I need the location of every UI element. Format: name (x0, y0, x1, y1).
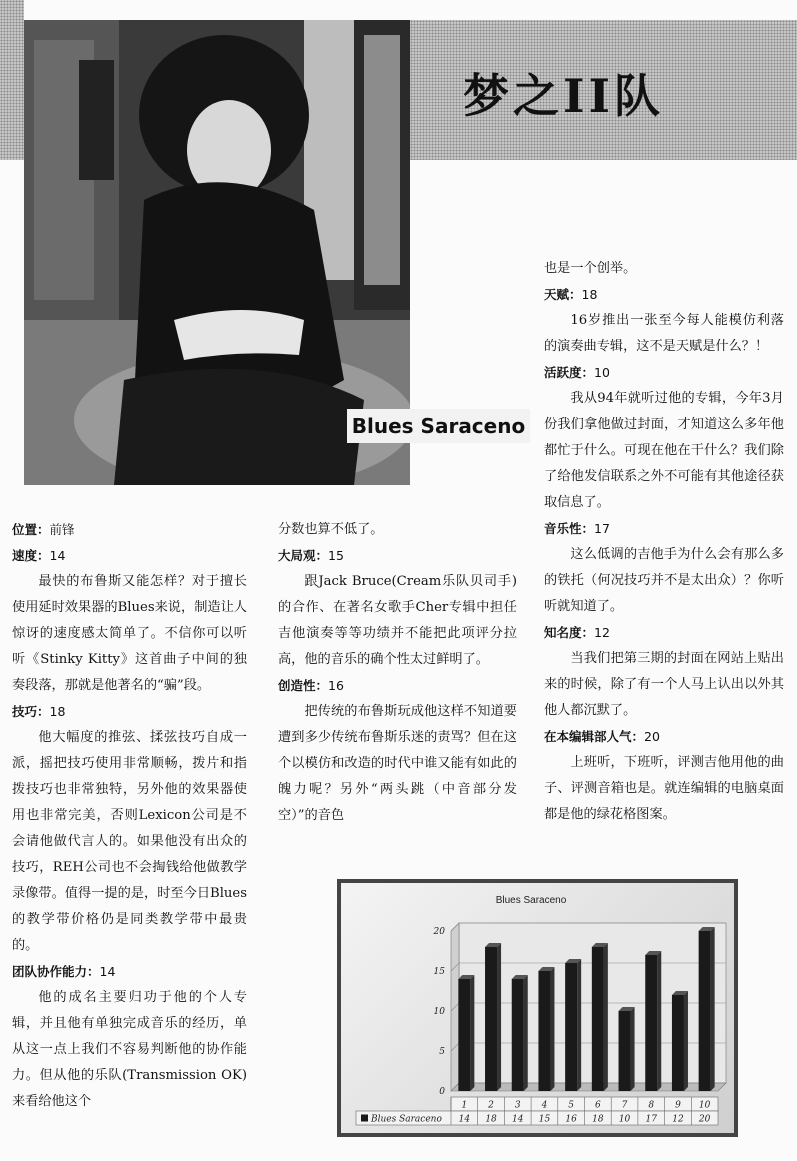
stat-label: 团队协作能力： (12, 964, 100, 979)
x-category-label: 10 (698, 1100, 711, 1111)
stat-heading (544, 620, 784, 646)
stat-heading (12, 699, 247, 725)
stat-label: 音乐性： (544, 521, 595, 536)
body-paragraph: 我从94年就听过他的专辑，今年3月份我们拿他做过封面，才知道这么多年他都忙于什么。可现在他在干什么？我们除了给他发信联系之外不可能有其他途径获取信息了。 (544, 391, 784, 510)
stat-score: 18 (49, 704, 66, 719)
bar (619, 1011, 631, 1091)
stat-label: 天赋： (544, 287, 582, 302)
y-tick-label: 0 (439, 1087, 445, 1097)
body-paragraph: 16岁推出一张至今每人能模仿利落的演奏曲专辑，这不是天赋是什么？！ (544, 313, 784, 354)
body-paragraph: 跟Jack Bruce(Cream乐队贝司手)的合作、在著名女歌手Cher专辑中担任吉他演奏等等功绩并不能把此项评分拉高，他的音乐的确个性太过鲜明了。 (278, 574, 517, 667)
bar (592, 947, 604, 1091)
data-value-label: 20 (698, 1114, 711, 1125)
bar (645, 955, 657, 1091)
x-category-label: 4 (541, 1100, 548, 1111)
bar (565, 963, 577, 1091)
bar-side (604, 943, 608, 1091)
body-paragraph: 当我们把第三期的封面在网站上贴出来的时候，除了有一个人马上认出以外其他人都沉默了。 (544, 651, 784, 718)
stat-heading (544, 360, 784, 386)
continued-paragraph: 分数也算不低了。 (278, 522, 384, 537)
x-category-label: 1 (461, 1100, 468, 1111)
bar-side (577, 959, 581, 1091)
stat-heading (12, 543, 247, 569)
data-value-label: 17 (645, 1114, 657, 1125)
stat-heading (12, 517, 247, 543)
text-column-1 (12, 517, 247, 1115)
text-column-2 (278, 517, 517, 829)
bar-side (550, 967, 554, 1091)
data-value-label: 15 (538, 1114, 551, 1125)
data-value-label: 12 (672, 1114, 684, 1125)
x-category-label: 2 (488, 1100, 494, 1111)
body-paragraph: 上班听，下班听，评测吉他用他的曲子、评测音箱也是。就连编辑的电脑桌面都是他的绿花格图案。 (544, 755, 784, 822)
x-category-label: 9 (675, 1100, 681, 1111)
x-category-label: 8 (648, 1100, 655, 1111)
continued-paragraph: 也是一个创举。 (544, 261, 637, 276)
legend-series-name: Blues Saraceno (371, 1114, 442, 1125)
stat-score: 16 (328, 678, 344, 693)
text-column-3 (544, 256, 784, 828)
stat-label: 活跃度： (544, 365, 595, 380)
x-category-label: 6 (594, 1100, 601, 1111)
chart-panel (341, 883, 734, 1133)
bar-side (684, 991, 688, 1091)
chart-svg (341, 883, 734, 1133)
chart-title: Blues Saraceno (495, 895, 567, 906)
data-value-label: 10 (618, 1114, 631, 1125)
background-pattern-left (0, 0, 24, 160)
bar (458, 979, 470, 1091)
stat-heading (278, 673, 517, 699)
stat-label: 技巧： (12, 704, 50, 719)
data-value-label: 18 (485, 1114, 497, 1125)
bar (672, 995, 684, 1091)
body-paragraph: 他的成名主要归功于他的个人专辑，并且他有单独完成音乐的经历，单从这一点上我们不容易判断他的协作能力。但从他的乐队(Transmission OK)来看给他这个 (12, 990, 247, 1109)
x-category-label: 3 (514, 1100, 521, 1111)
data-value-label: 14 (458, 1114, 471, 1125)
data-value-label: 14 (512, 1114, 524, 1125)
bar (485, 947, 497, 1091)
page-title: 梦之II队 (463, 69, 665, 123)
bar-side (631, 1007, 635, 1091)
bar-side (470, 975, 474, 1091)
bar-side (524, 975, 528, 1091)
body-paragraph: 最快的布鲁斯又能怎样？对于擅长使用延时效果器的Blues来说，制造让人惊讶的速度感太简单了。不信你可以听听《Stinky Kitty》这首曲子中间的独奏段落，那就是他著名的“骗”段。 (12, 574, 247, 693)
bar-side (497, 943, 501, 1091)
stat-score: 14 (49, 548, 66, 563)
bar (538, 971, 550, 1091)
x-category-label: 5 (568, 1100, 575, 1111)
stat-label: 在本编辑部人气： (544, 729, 645, 744)
stat-score: 10 (594, 365, 610, 380)
bar-side (657, 951, 661, 1091)
stat-label: 创造性： (278, 678, 329, 693)
bar (512, 979, 524, 1091)
bar-chart (337, 879, 738, 1137)
y-tick-label: 15 (433, 967, 445, 977)
legend-swatch (361, 1115, 368, 1122)
stat-score: 12 (594, 625, 610, 640)
stat-heading (544, 282, 784, 308)
stat-score: 18 (581, 287, 598, 302)
stat-heading (544, 516, 784, 542)
stat-score: 15 (328, 548, 344, 563)
stat-score: 17 (594, 521, 610, 536)
stat-score: 20 (644, 729, 660, 744)
y-tick-label: 10 (433, 1007, 445, 1017)
data-value-label: 18 (592, 1114, 604, 1125)
stat-score: 14 (99, 964, 116, 979)
x-category-label: 7 (621, 1100, 628, 1111)
stat-heading (544, 724, 784, 750)
body-paragraph: 把传统的布鲁斯玩成他这样不知道要遭到多少传统布鲁斯乐迷的责骂？但在这个以模仿和改造的时代中谁又能有如此的魄力呢？另外“两头跳（中音部分发空）”的音色 (278, 704, 517, 823)
stat-heading (278, 543, 517, 569)
bar-side (711, 927, 715, 1091)
photo-caption: Blues Saraceno (347, 409, 530, 443)
stat-score: 前锋 (49, 522, 75, 537)
stat-label: 知名度： (544, 625, 595, 640)
y-tick-label: 5 (439, 1047, 445, 1057)
stat-label: 速度： (12, 548, 50, 563)
data-value-label: 16 (565, 1114, 577, 1125)
stat-label: 大局观： (278, 548, 329, 563)
stat-label: 位置： (12, 522, 50, 537)
body-paragraph: 这么低调的吉他手为什么会有那么多的铁托（何况技巧并不是太出众）？你听听就知道了。 (544, 547, 784, 614)
stat-heading (12, 959, 247, 985)
y-tick-label: 20 (433, 927, 445, 937)
body-paragraph: 他大幅度的推弦、揉弦技巧自成一派，摇把技巧使用非常顺畅，拨片和指拨技巧也非常独特，另外他的效果器使用也非常完美，否则Lexicon公司是不会请他做代言人的。如果他没有出众的技巧，REH公司也不会掏钱给他做教学录像带。值得一提的是，时至今日Blues的教学带价格仍是同类教学带中最贵的。 (12, 730, 247, 953)
bar (699, 931, 711, 1091)
